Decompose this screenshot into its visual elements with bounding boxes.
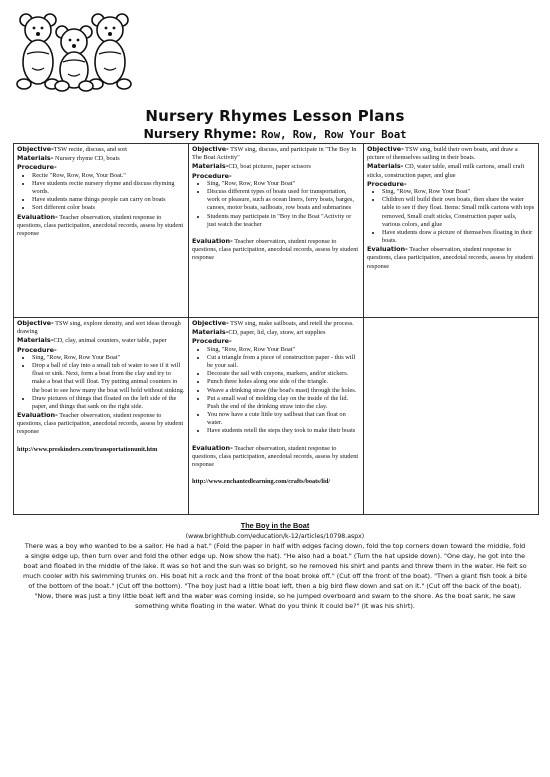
objective-label: Objective- xyxy=(192,145,229,153)
list-item: • Sing, "Row, Row, Row Your Boat" xyxy=(382,188,535,196)
list-item: • Recite "Row, Row, Row, Your Boat." xyxy=(32,172,185,180)
objective-label: Objective- xyxy=(367,145,404,153)
objective-line xyxy=(367,145,535,162)
materials-label: Materials- xyxy=(192,162,229,171)
evaluation-line xyxy=(367,245,535,271)
list-item: • Sing, "Row, Row, Row Your Boat" xyxy=(32,354,185,362)
evaluation-text: Teacher observation, student response to questions, class participation, anecdotal records, assess by student response xyxy=(17,213,184,237)
list-item: • Children will build their own boats, then share the water table to see if they float. Items: Small milk cartons with tops removed, Small craft sticks, Construction paper sails, various colors, and glue xyxy=(382,196,535,229)
objective-label: Objective- xyxy=(17,319,54,327)
procedure-list xyxy=(192,346,360,436)
table-row xyxy=(14,144,539,318)
list-item: • Sort different color boats xyxy=(32,204,185,212)
materials-label: Materials- xyxy=(17,336,54,345)
evaluation-line xyxy=(192,444,360,470)
evaluation-text: Teacher observation, student response to questions, class participation, anecdotal records, assess by student response xyxy=(192,444,359,468)
list-item: • Drop a ball of clay into a small tub of water to see if it will float or sink. Next, form a boat from the clay and try to make a boat that will float. Try putting animal counters in the boat to see how many the boat will hold without sinking. xyxy=(32,362,185,395)
objective-line xyxy=(192,319,360,328)
materials-label: Materials- xyxy=(17,154,54,163)
evaluation-text: Teacher observation, student response to questions, class participation, anecdotal records, assess by student response xyxy=(192,237,359,262)
procedure-label: Procedure- xyxy=(17,345,57,354)
evaluation-line xyxy=(192,237,360,263)
list-item: • Students may participate in "Boy in the Boat "Activity or just watch the teacher xyxy=(207,213,360,229)
list-item: • Have students recite nursery rhyme and discuss rhyming words. xyxy=(32,180,185,196)
evaluation-text: Teacher observation, student response to questions, class participation, anecdotal records, assess by student response xyxy=(367,246,534,270)
resource-link[interactable]: http://www.preskinders.com/transportationunit.htm xyxy=(17,445,158,453)
page-subtitle xyxy=(0,126,550,141)
list-item: • Put a small wad of molding clay on the inside of the lid. Push the end of the drinking straw into the clay. xyxy=(207,395,360,411)
materials-line xyxy=(192,328,360,337)
procedure-list xyxy=(367,188,535,245)
story-body: There was a boy who wanted to be a sailor. He had a hat." (Fold the paper in half with edges facing down, fold the top corners down toward the middle, fold a single edge up, then turn over and fold the other edge up. Now show the hat). "He also had a boat." (Turn the hat upside down). "One day, he got into the boat and floated in the middle of the lake. It was so hot and the sun was so bright, so he removed his shirt and pants and threw them in the water. He felt so much cooler with his swimming trunks on. His boat hit a rock and the front of the boat broke off." (Cut off the front of the boat). "Then a giant fish took a bite of the bottom of the boat." (Cut off the bottom). "The boy just had a little boat left, then a big bird flew down and sat on it." (Cut off the back of the boat). "Now, there was just a tiny little boat left and the water was coming inside, so he jumped overboard and swam to the shore. As the boat sank, he saw something white floating in the water. What do you think it could be?" (It was his shirt). xyxy=(22,542,527,610)
materials-line xyxy=(192,162,360,171)
list-item: • Punch three holes along one side of the triangle. xyxy=(207,378,360,386)
objective-label: Objective- xyxy=(17,145,54,153)
three-teddy-bears-icon xyxy=(14,6,134,92)
resource-link[interactable]: http://www.enchantedlearning.com/crafts/boats/lid/ xyxy=(192,478,331,486)
objective-label: Objective- xyxy=(192,319,229,327)
table-row xyxy=(14,318,539,515)
list-item: • Have students retell the steps they took to make their boats xyxy=(207,427,360,435)
objective-text: TSW sing, explore density, and sort ideas through drawing xyxy=(17,320,181,336)
procedure-label: Procedure- xyxy=(17,163,57,172)
lesson-plan-table xyxy=(13,143,539,515)
list-item: • You now have a cute little toy sailboat that can float on water. xyxy=(207,411,360,427)
procedure-list xyxy=(17,354,185,411)
objective-text: TSW recite, discuss, and sort xyxy=(53,146,128,153)
procedure-list xyxy=(192,180,360,229)
procedure-list xyxy=(17,172,185,213)
list-item: • Have students name things people can carry on boats xyxy=(32,196,185,204)
procedure-label: Procedure- xyxy=(367,179,407,188)
materials-text: Nursery rhyme CD, boats xyxy=(53,155,120,163)
lesson-cell xyxy=(189,318,364,515)
materials-text: CD, boat pictures, paper scissors xyxy=(228,163,311,171)
evaluation-label: Evaluation- xyxy=(17,411,58,420)
lesson-cell xyxy=(14,318,189,515)
materials-line xyxy=(17,154,185,163)
procedure-label: Procedure- xyxy=(192,171,232,180)
objective-text: TSW sing, build their own boats, and draw a picture of themselves sailing in their boats. xyxy=(367,146,518,162)
evaluation-label: Evaluation- xyxy=(192,443,233,452)
story-section xyxy=(22,521,528,611)
evaluation-text: Teacher observation, student response to questions, class participation, anecdotal records, assess by student response xyxy=(17,412,184,436)
evaluation-label: Evaluation- xyxy=(367,245,408,254)
evaluation-line xyxy=(17,411,185,437)
story-title: The Boy in the Boat xyxy=(240,521,310,530)
objective-line xyxy=(192,145,360,162)
subtitle-song: Row, Row, Row Your Boat xyxy=(261,129,407,141)
list-item: • Decorate the sail with crayons, markers, and/or stickers. xyxy=(207,370,360,378)
list-item: • Sing, "Row, Row, Row Your Boat" xyxy=(207,346,360,354)
page-title: Nursery Rhymes Lesson Plans xyxy=(145,107,405,125)
materials-line xyxy=(17,336,185,345)
objective-text: TSW sing, discuss, and participate in "The Boy In The Boat Activity" xyxy=(192,146,357,162)
lesson-cell xyxy=(189,144,364,318)
materials-label: Materials- xyxy=(367,162,404,171)
empty-cell xyxy=(364,318,539,515)
objective-line xyxy=(17,319,185,336)
materials-line xyxy=(367,162,535,179)
list-item: • Discuss different types of boats used for transportation, work or pleasure, such as ocean liners, ferry boats, barges, canoes, motor boats, sailboats, row boats and submarines xyxy=(207,188,360,213)
lesson-cell xyxy=(364,144,539,318)
materials-label: Materials- xyxy=(192,328,229,337)
materials-text: CD, clay, animal counters, water table, paper xyxy=(53,337,167,345)
list-item: • Weave a drinking straw (the boat's mast) through the holes. xyxy=(207,387,360,395)
list-item: • Cut a triangle from a piece of construction paper - this will be your sail. xyxy=(207,354,360,370)
story-source: (www.brighthub.com/education/k-12/articles/10798.aspx) xyxy=(185,533,365,540)
list-item: • Have students draw a picture of themselves floating in their boats. xyxy=(382,229,535,245)
evaluation-line xyxy=(17,213,185,239)
objective-line xyxy=(17,145,185,154)
list-item: • Draw pictures of things that floated on the left side of the paper, and things that sank on the right side. xyxy=(32,395,185,411)
materials-text: CD, water table, small milk cartons, small craft sticks, construction paper, and glue xyxy=(367,163,525,179)
procedure-label: Procedure- xyxy=(192,337,232,346)
objective-text: TSW sing, make sailboats, and retell the process. xyxy=(228,320,354,327)
evaluation-label: Evaluation- xyxy=(17,212,58,221)
materials-text: CD, paper, lid, clay, straw, art supplies xyxy=(228,329,326,337)
list-item: • Sing, "Row, Row, Row Your Boat" xyxy=(207,180,360,188)
lesson-cell xyxy=(14,144,189,318)
subtitle-label: Nursery Rhyme: xyxy=(143,126,257,141)
evaluation-label: Evaluation- xyxy=(192,236,233,245)
